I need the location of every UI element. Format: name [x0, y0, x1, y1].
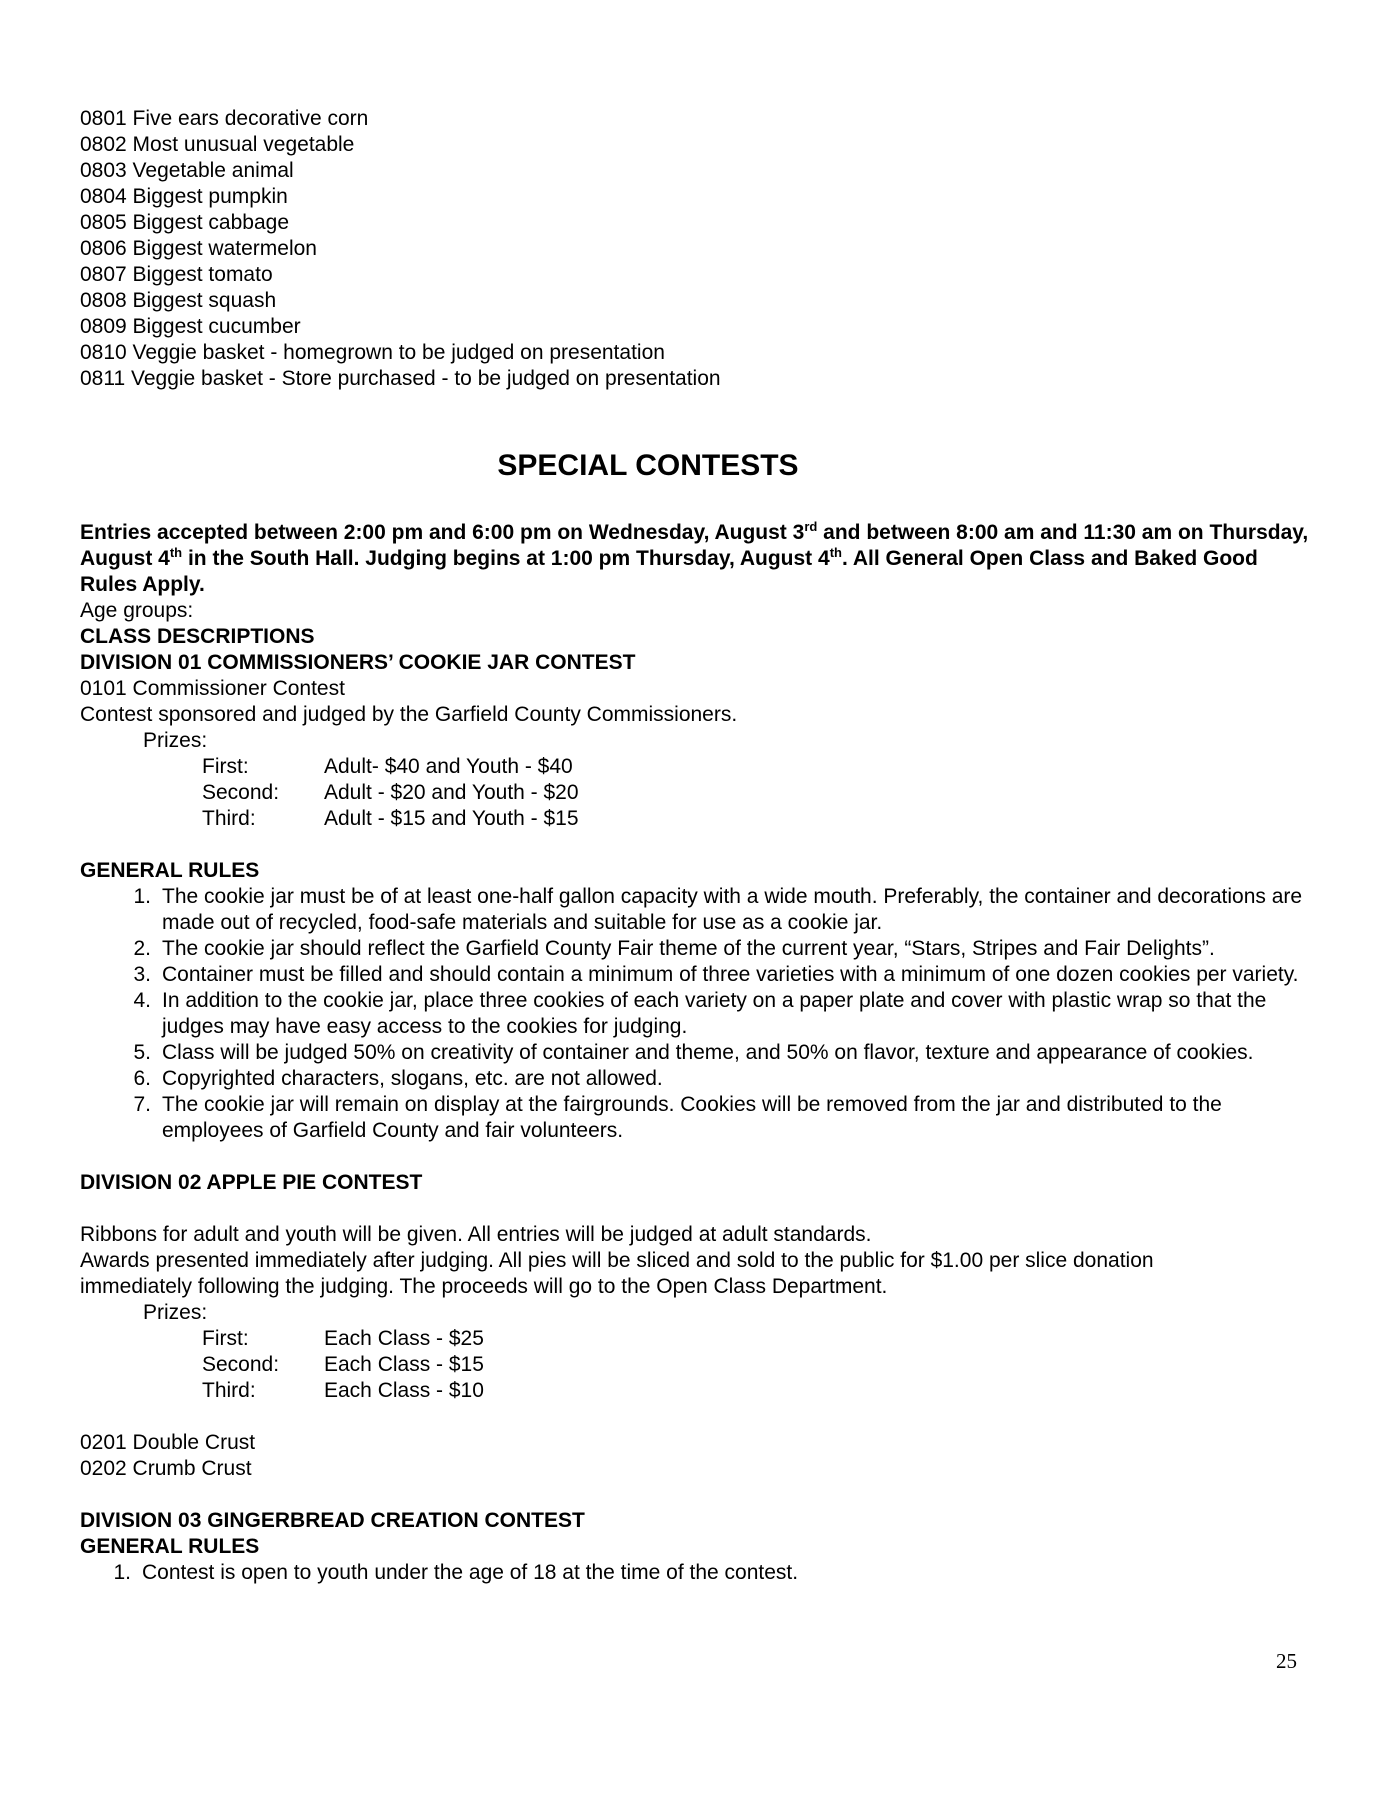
- list-item: 0809 Biggest cucumber: [80, 315, 301, 338]
- general-rules-heading: GENERAL RULES: [80, 1535, 260, 1558]
- list-item: 0801 Five ears decorative corn: [80, 107, 369, 130]
- list-item: 0810 Veggie basket - homegrown to be judged on presentation: [80, 341, 665, 364]
- rule-number: 7.: [133, 1093, 151, 1116]
- intro-sup: th: [829, 545, 842, 560]
- list-item: 0807 Biggest tomato: [80, 263, 273, 286]
- prize-row: [80, 1326, 1320, 1352]
- rule-text: Class will be judged 50% on creativity of container and theme, and 50% on flavor, texture and appearance of cookies.: [162, 1041, 1254, 1064]
- intro-text: in the South Hall. Judging begins at 1:00 pm Thursday, August 4: [182, 547, 830, 570]
- rule-text: The cookie jar should reflect the Garfield County Fair theme of the current year, “Stars, Stripes and Fair Delights”.: [162, 937, 1215, 960]
- prize-amount: Adult- $40 and Youth - $40: [324, 755, 573, 778]
- rules-list: [80, 1560, 1320, 1586]
- class-descriptions-heading: CLASS DESCRIPTIONS: [80, 625, 315, 648]
- prize-amount: Each Class - $25: [324, 1327, 484, 1350]
- list-item: 0804 Biggest pumpkin: [80, 185, 288, 208]
- rule-number: 1.: [113, 1561, 131, 1584]
- list-item: [80, 1040, 1320, 1066]
- intro-sup: rd: [804, 519, 818, 534]
- rule-number: 5.: [133, 1041, 151, 1064]
- intro-text: Entries accepted between 2:00 pm and 6:00 pm on Wednesday, August 3: [80, 521, 805, 544]
- list-item: 0202 Crumb Crust: [80, 1457, 252, 1480]
- division-02-heading: DIVISION 02 APPLE PIE CONTEST: [80, 1171, 423, 1194]
- prize-row: [80, 806, 1320, 832]
- prize-row: [80, 780, 1320, 806]
- prize-place: Third:: [202, 807, 256, 830]
- list-item: [80, 962, 1320, 988]
- rules-list: [80, 884, 1320, 1144]
- general-rules-heading: GENERAL RULES: [80, 859, 260, 882]
- rule-number: 2.: [133, 937, 151, 960]
- rule-number: 3.: [133, 963, 151, 986]
- prize-row: [80, 754, 1320, 780]
- rule-text: Copyrighted characters, slogans, etc. are not allowed.: [162, 1067, 663, 1090]
- rule-text: The cookie jar must be of at least one-half gallon capacity with a wide mouth. Preferably, the container and decorations are made out of recycled, food-safe materials and suitable for use as a cookie jar.: [162, 885, 1303, 934]
- prizes-label: Prizes:: [143, 1301, 208, 1324]
- prize-amount: Adult - $20 and Youth - $20: [324, 781, 579, 804]
- division-02-awards: Awards presented immediately after judging. All pies will be sliced and sold to the public for $1.00 per slice donation immediately following the judging. The proceeds will go to the Open Class Department.: [80, 1249, 1154, 1298]
- division-02-ribbons: Ribbons for adult and youth will be given. All entries will be judged at adult standards.: [80, 1223, 872, 1246]
- rule-number: 6.: [133, 1067, 151, 1090]
- rule-number: 1.: [133, 885, 151, 908]
- prizes-label: Prizes:: [143, 729, 208, 752]
- list-item: 0806 Biggest watermelon: [80, 237, 317, 260]
- rule-text: Contest is open to youth under the age of 18 at the time of the contest.: [142, 1561, 799, 1584]
- prize-row: [80, 1352, 1320, 1378]
- page-title: SPECIAL CONTESTS: [497, 449, 799, 482]
- prize-place: Second:: [202, 1353, 280, 1376]
- list-item: [80, 988, 1320, 1040]
- prize-place: First:: [202, 1327, 249, 1350]
- prize-amount: Each Class - $15: [324, 1353, 484, 1376]
- division-03-heading: DIVISION 03 GINGERBREAD CREATION CONTEST: [80, 1509, 585, 1532]
- prize-place: Third:: [202, 1379, 256, 1402]
- prize-place: Second:: [202, 781, 280, 804]
- prize-amount: Each Class - $10: [324, 1379, 484, 1402]
- vegetable-class-list: [80, 106, 1320, 392]
- list-item: [80, 1066, 1320, 1092]
- list-item: 0808 Biggest squash: [80, 289, 277, 312]
- list-item: 0811 Veggie basket - Store purchased - to be judged on presentation: [80, 367, 721, 390]
- age-groups-label: Age groups:: [80, 599, 194, 622]
- list-item: [80, 884, 1320, 936]
- rule-text: The cookie jar will remain on display at the fairgrounds. Cookies will be removed from the jar and distributed to the employees of Garfield County and fair volunteers.: [162, 1093, 1222, 1142]
- list-item: [80, 1092, 1320, 1144]
- list-item: 0201 Double Crust: [80, 1431, 256, 1454]
- prize-place: First:: [202, 755, 249, 778]
- list-item: [80, 1560, 1320, 1586]
- division-01-sponsor: Contest sponsored and judged by the Garfield County Commissioners.: [80, 703, 738, 726]
- rule-number: 4.: [133, 989, 151, 1012]
- rule-text: Container must be filled and should contain a minimum of three varieties with a minimum of one dozen cookies per variety.: [162, 963, 1299, 986]
- division-01-class: 0101 Commissioner Contest: [80, 677, 345, 700]
- page-number: 25: [1276, 1649, 1297, 1673]
- rule-text: In addition to the cookie jar, place three cookies of each variety on a paper plate and cover with plastic wrap so that the judges may have easy access to the cookies for judging.: [162, 989, 1267, 1038]
- intro-sup: th: [169, 545, 183, 560]
- entries-intro: [80, 520, 1320, 598]
- prize-row: [80, 1378, 1320, 1404]
- list-item: 0805 Biggest cabbage: [80, 211, 290, 234]
- intro-text: . All General Open Class and Baked Good Rules Apply.: [80, 547, 1258, 596]
- intro-text: and between 8:00 am and 11:30 am on Thursday, August 4: [80, 521, 1309, 570]
- prize-amount: Adult - $15 and Youth - $15: [324, 807, 579, 830]
- list-item: [80, 936, 1320, 962]
- list-item: 0803 Vegetable animal: [80, 159, 294, 182]
- document-page: [80, 106, 1320, 1586]
- division-01-heading: DIVISION 01 COMMISSIONERS’ COOKIE JAR CONTEST: [80, 651, 636, 674]
- list-item: 0802 Most unusual vegetable: [80, 133, 355, 156]
